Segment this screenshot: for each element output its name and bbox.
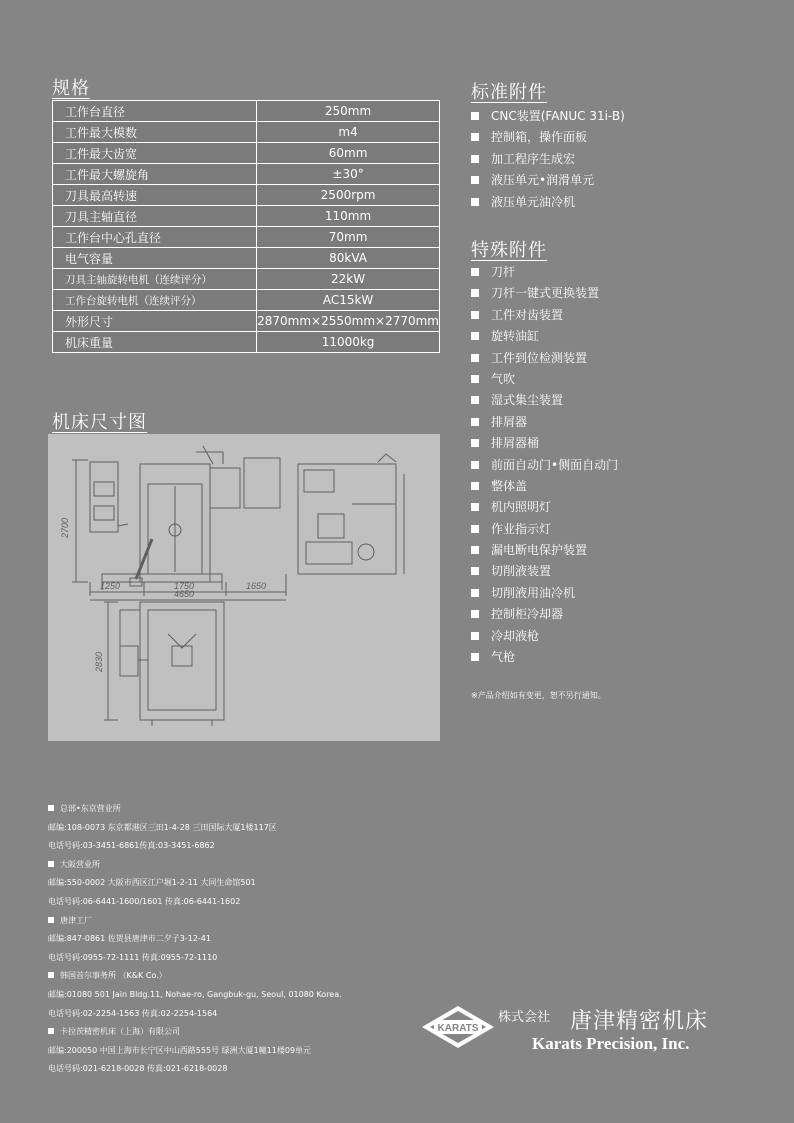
square-bullet-icon <box>471 268 479 276</box>
square-bullet-icon <box>471 354 479 362</box>
square-bullet-icon <box>471 632 479 640</box>
standard-accessories-heading: 标准附件 <box>471 82 547 103</box>
square-bullet-icon <box>471 198 479 206</box>
spec-value: 70mm <box>257 227 440 248</box>
list-item-label: 工件对齿装置 <box>491 307 564 322</box>
office-line-text: 唐津工厂 <box>60 915 92 925</box>
square-bullet-icon <box>471 375 479 383</box>
list-item-label: 整体盖 <box>491 478 528 493</box>
list-item <box>471 390 618 411</box>
list-item <box>471 369 618 390</box>
office-detail <box>48 949 342 968</box>
spec-row <box>53 143 440 164</box>
list-item-label: 排屑器桶 <box>491 436 540 451</box>
list-item-label: 控制箱，操作面板 <box>491 130 588 145</box>
spec-value: AC15kW <box>257 290 440 311</box>
square-bullet-icon <box>471 133 479 141</box>
spec-label: 工作台直径 <box>53 101 257 122</box>
office-name <box>48 856 342 875</box>
spec-value: 22kW <box>257 269 440 290</box>
spec-heading: 规格 <box>52 78 90 99</box>
list-item-label: 排屑器 <box>491 414 528 429</box>
spec-row <box>53 332 440 353</box>
spec-row <box>53 290 440 311</box>
square-bullet-icon <box>471 610 479 618</box>
list-item <box>471 127 625 148</box>
dim-w-total: 4650 <box>173 589 195 599</box>
spec-value: 2870mm×2550mm×2770mm <box>257 311 440 332</box>
square-bullet-icon <box>48 805 54 811</box>
office-line-text: 邮编:847-0861 佐贺县唐津市二夕子3-12-41 <box>48 934 211 944</box>
office-detail <box>48 837 342 856</box>
list-item <box>471 106 625 127</box>
spec-row <box>53 311 440 332</box>
spec-value: 80kVA <box>257 248 440 269</box>
office-line-text: 韩国首尔事务所 （K&K Co.） <box>60 971 167 981</box>
spec-value: 110mm <box>257 206 440 227</box>
spec-table <box>52 100 440 353</box>
square-bullet-icon <box>471 482 479 490</box>
office-line-text: 电话号码:02-2254-1563 传真:02-2254-1564 <box>48 1008 218 1018</box>
office-line-text: 邮编:108-0073 东京都港区三田1-4-28 三田国际大厦1楼117区 <box>48 822 277 832</box>
square-bullet-icon <box>471 155 479 163</box>
office-detail <box>48 893 342 912</box>
office-detail <box>48 874 342 893</box>
company-logo <box>420 1004 750 1058</box>
list-item <box>471 497 618 518</box>
office-line-text: 邮编:550-0002 大阪市西区江户堀1-2-11 大同生命馆501 <box>48 878 256 888</box>
list-item <box>471 583 618 604</box>
list-item-label: 刀杆 <box>491 265 516 279</box>
list-item <box>471 283 618 304</box>
office-line-text: 邮编:200050 中国上海市长宁区中山西路555号 绿洲大厦1幢11楼09单元 <box>48 1045 312 1055</box>
spec-row <box>53 164 440 185</box>
dim-w-mid: 1750 <box>173 581 195 591</box>
square-bullet-icon <box>471 525 479 533</box>
office-name <box>48 967 342 986</box>
spec-label: 外形尺寸 <box>53 311 257 332</box>
square-bullet-icon <box>471 439 479 447</box>
dim-height-front: 2700 <box>60 517 70 539</box>
office-detail <box>48 1042 342 1061</box>
list-item-label: 切削液用油冷机 <box>491 585 576 600</box>
square-bullet-icon <box>471 112 479 120</box>
spec-label: 工件最大模数 <box>53 122 257 143</box>
square-bullet-icon <box>471 332 479 340</box>
list-item <box>471 604 618 625</box>
dimension-drawing <box>48 434 440 741</box>
spec-label: 刀具主轴旋转电机（连续评分） <box>53 269 257 290</box>
spec-label: 电气容量 <box>53 248 257 269</box>
list-item-label: 机内照明灯 <box>491 500 552 515</box>
list-item-label: 冷却液枪 <box>491 628 540 643</box>
spec-label: 工件最大齿宽 <box>53 143 257 164</box>
square-bullet-icon <box>48 861 54 867</box>
company-name-en: Karats Precision, Inc. <box>532 1034 690 1053</box>
spec-row <box>53 206 440 227</box>
list-item <box>471 192 625 213</box>
square-bullet-icon <box>471 311 479 319</box>
drawing-heading: 机床尺寸图 <box>52 412 147 433</box>
special-accessories-heading: 特殊附件 <box>471 240 547 261</box>
office-name <box>48 912 342 931</box>
office-contacts <box>48 800 342 1079</box>
office-detail <box>48 1005 342 1024</box>
dimension-drawing-svg <box>48 434 440 741</box>
company-name-jp: 株式会社 <box>498 1010 551 1025</box>
spec-row <box>53 122 440 143</box>
spec-label: 工作台旋转电机（连续评分） <box>53 290 257 311</box>
spec-value: 11000kg <box>257 332 440 353</box>
office-line-text: 电话号码:021-6218-0028 传真:021-6218-0028 <box>48 1064 228 1074</box>
list-item <box>471 455 618 476</box>
spec-label: 刀具主轴直径 <box>53 206 257 227</box>
list-item-label: 刀杆一键式更换装置 <box>491 286 600 301</box>
office-detail <box>48 930 342 949</box>
list-item-label: 前面自动门•侧面自动门 <box>491 457 619 472</box>
spec-value: m4 <box>257 122 440 143</box>
list-item <box>471 540 618 561</box>
emblem-text: KARATS <box>437 1023 479 1034</box>
list-item-label: 液压单元油冷机 <box>491 194 576 209</box>
company-name-cn: 唐津精密机床 <box>570 1009 709 1034</box>
list-item <box>471 348 618 369</box>
list-item <box>471 433 618 454</box>
square-bullet-icon <box>48 972 54 978</box>
office-detail <box>48 986 342 1005</box>
square-bullet-icon <box>471 589 479 597</box>
spec-value: 60mm <box>257 143 440 164</box>
office-name <box>48 800 342 819</box>
spec-row <box>53 269 440 290</box>
office-line-text: 电话号码:0955-72-1111 传真:0955-72-1110 <box>48 952 218 962</box>
dim-w-left: 1250 <box>99 581 121 591</box>
spec-label: 工作台中心孔直径 <box>53 227 257 248</box>
spec-label: 机床重量 <box>53 332 257 353</box>
office-line-text: 大阪营业所 <box>60 859 100 869</box>
list-item <box>471 170 625 191</box>
square-bullet-icon <box>48 1028 54 1034</box>
list-item-label: 加工程序生成宏 <box>491 151 576 166</box>
square-bullet-icon <box>471 546 479 554</box>
office-line-text: 卡拉茨精密机床（上海）有限公司 <box>60 1027 180 1037</box>
office-detail <box>48 1060 342 1079</box>
square-bullet-icon <box>471 396 479 404</box>
list-item <box>471 326 618 347</box>
spec-row <box>53 248 440 269</box>
list-item-label: 气吹 <box>491 371 516 386</box>
list-item-label: CNC装置(FANUC 31i-B) <box>491 109 625 123</box>
list-item-label: 工件到位检测装置 <box>491 350 588 365</box>
spec-label: 刀具最高转速 <box>53 185 257 206</box>
dim-height-side: 2830 <box>94 651 104 673</box>
list-item <box>471 561 618 582</box>
list-item-label: 漏电断电保护装置 <box>491 543 588 558</box>
list-item-label: 气枪 <box>491 650 516 665</box>
list-item <box>471 647 618 668</box>
list-item-label: 湿式集尘装置 <box>491 393 564 408</box>
square-bullet-icon <box>471 503 479 511</box>
square-bullet-icon <box>471 418 479 426</box>
office-line-text: 邮编:01080 501 Jain Bldg.11, Nohae-ro, Gangbuk-gu, Seoul, 01080 Korea. <box>48 989 342 999</box>
spec-value: ±30° <box>257 164 440 185</box>
special-accessories-list <box>471 262 618 668</box>
spec-label: 工件最大螺旋角 <box>53 164 257 185</box>
list-item <box>471 149 625 170</box>
standard-accessories-list <box>471 106 625 213</box>
list-item-label: 切削液装置 <box>491 564 552 579</box>
list-item <box>471 262 618 283</box>
office-line-text: 电话号码:06-6441-1600/1601 传真:06-6441-1602 <box>48 896 241 906</box>
list-item-label: 控制柜冷却器 <box>491 607 564 622</box>
spec-value: 2500rpm <box>257 185 440 206</box>
karats-emblem-icon <box>420 1004 496 1050</box>
square-bullet-icon <box>471 567 479 575</box>
square-bullet-icon <box>471 461 479 469</box>
list-item-label: 旋转油缸 <box>491 329 540 344</box>
change-notice: ※产品介绍如有变更，恕不另行通知。 <box>471 691 606 700</box>
spec-row <box>53 185 440 206</box>
list-item <box>471 626 618 647</box>
office-line-text: 总部•东京营业所 <box>60 804 121 813</box>
office-detail <box>48 819 342 838</box>
square-bullet-icon <box>471 653 479 661</box>
list-item-label: 液压单元•润滑单元 <box>491 173 595 188</box>
list-item <box>471 412 618 433</box>
square-bullet-icon <box>471 289 479 297</box>
spec-row <box>53 227 440 248</box>
dim-w-right: 1650 <box>245 581 267 591</box>
list-item <box>471 519 618 540</box>
square-bullet-icon <box>48 917 54 923</box>
spec-value: 250mm <box>257 101 440 122</box>
square-bullet-icon <box>471 176 479 184</box>
list-item-label: 作业指示灯 <box>491 521 552 536</box>
list-item <box>471 476 618 497</box>
list-item <box>471 305 618 326</box>
spec-row <box>53 101 440 122</box>
office-name <box>48 1023 342 1042</box>
office-line-text: 电话号码:03-3451-6861传真:03-3451-6862 <box>48 841 215 851</box>
